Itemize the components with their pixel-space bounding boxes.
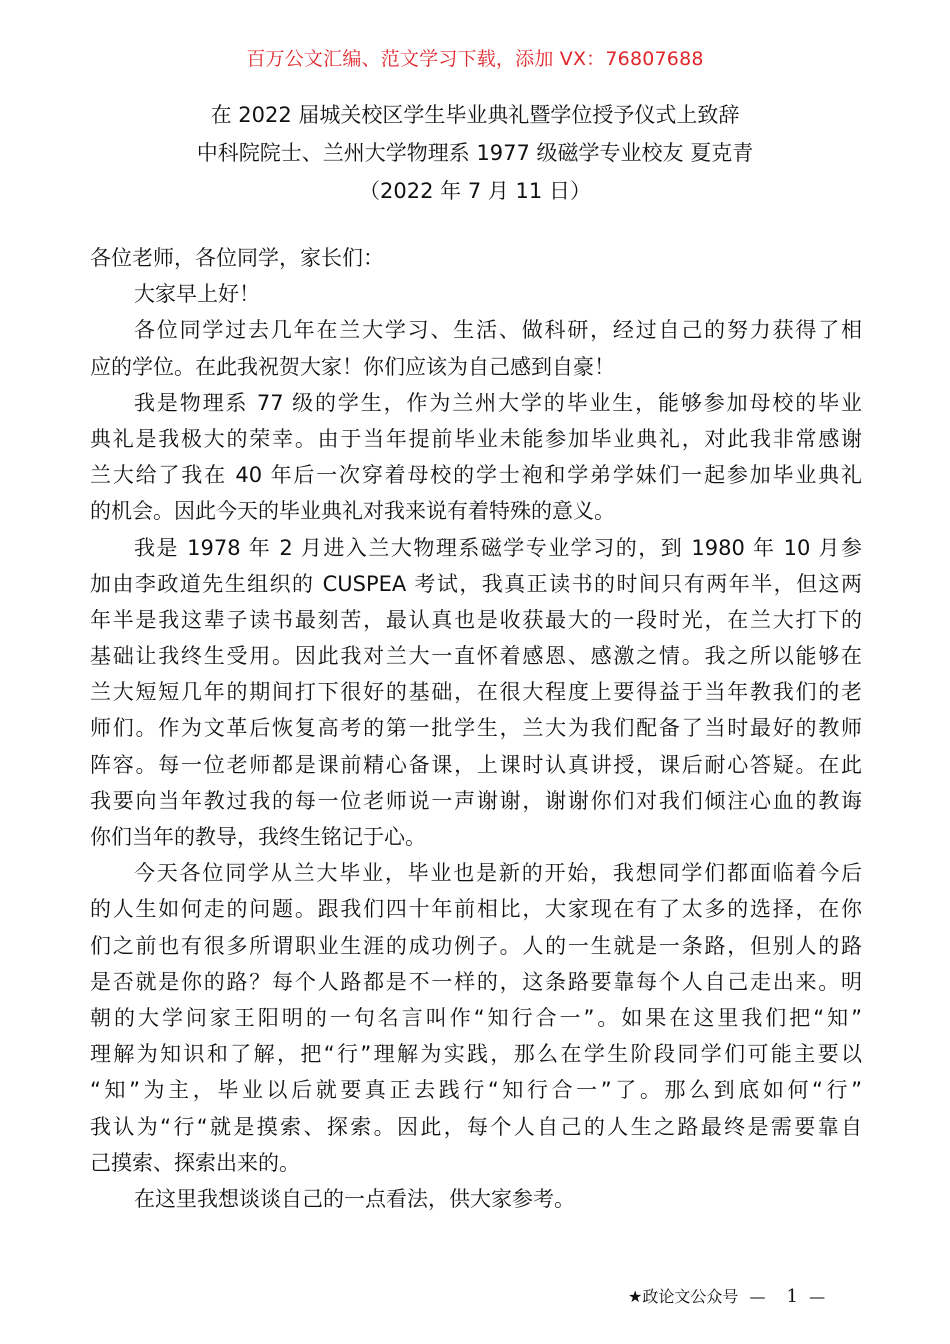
body-line: 我要向当年教过我的每一位老师说一声谢谢，谢谢你们对我们倾注心血的教诲 xyxy=(90,788,862,813)
body-line: 在这里我想谈谈自己的一点看法，供大家参考。 xyxy=(134,1186,575,1211)
body-line: 是否就是你的路？每个人路都是不一样的，这条路要靠每个人自己走出来。明 xyxy=(90,969,862,994)
speaker-byline: 中科院院士、兰州大学物理系 1977 级磁学专业校友 夏克青 xyxy=(196,141,754,165)
page-number: 1 xyxy=(786,1286,798,1307)
body-line: 典礼是我极大的荣幸。由于当年提前毕业未能参加毕业典礼，对此我非常感谢 xyxy=(90,426,862,451)
watermark-banner: 百万公文汇编、范文学习下载，添加 VX：76807688 xyxy=(246,48,704,70)
body-line: “知”为主，毕业以后就要真正去践行“知行合一”了。那么到底如何“行” xyxy=(90,1078,862,1103)
body-line: 基础让我终生受用。因此我对兰大一直怀着感恩、感激之情。我之所以能够在 xyxy=(90,644,862,669)
body-line: 年半是我这辈子读书最刻苦，最认真也是收获最大的一段时光，在兰大打下的 xyxy=(90,607,862,632)
body-line: 的机会。因此今天的毕业典礼对我来说有着特殊的意义。 xyxy=(90,499,615,524)
body-line: 的人生如何走的问题。跟我们四十年前相比，大家现在有了太多的选择，在你 xyxy=(90,897,862,922)
body-line: 今天各位同学从兰大毕业，毕业也是新的开始，我想同学们都面临着今后 xyxy=(134,861,862,886)
body-line: 我是物理系 77 级的学生，作为兰州大学的毕业生，能够参加母校的毕业 xyxy=(134,390,862,415)
page-footer xyxy=(628,1284,831,1307)
body-line: 们之前也有很多所谓职业生涯的成功例子。人的一生就是一条路，但别人的路 xyxy=(90,933,862,958)
body-line: 朝的大学问家王阳明的一句名言叫作“知行合一”。如果在这里我们把“知” xyxy=(90,1005,862,1030)
salutation: 各位老师，各位同学，家长们： xyxy=(90,246,384,270)
body-line: 己摸索、探索出来的。 xyxy=(90,1150,300,1175)
body-line: 兰大给了我在 40 年后一次穿着母校的学士袍和学弟学妹们一起参加毕业典礼 xyxy=(90,463,862,488)
body-line: 各位同学过去几年在兰大学习、生活、做科研，经过自己的努力获得了相 xyxy=(134,318,862,343)
body-line: 加由李政道先生组织的 CUSPEA 考试，我真正读书的时间只有两年半，但这两 xyxy=(90,571,862,596)
speech-date: （2022 年 7 月 11 日） xyxy=(359,179,591,203)
body-line: 应的学位。在此我祝贺大家！你们应该为自己感到自豪！ xyxy=(90,354,615,379)
speech-title: 在 2022 届城关校区学生毕业典礼暨学位授予仪式上致辞 xyxy=(210,103,740,127)
body-line: 师们。作为文革后恢复高考的第一批学生，兰大为我们配备了当时最好的教师 xyxy=(90,716,862,741)
body-line: 兰大短短几年的期间打下很好的基础，在很大程度上要得益于当年教我们的老 xyxy=(90,680,862,705)
body-line: 阵容。每一位老师都是课前精心备课，上课时认真讲授，课后耐心答疑。在此 xyxy=(90,752,862,777)
document-title-block xyxy=(0,96,950,210)
body-line: 你们当年的教导，我终生铭记于心。 xyxy=(90,825,426,849)
footer-dash-left: — xyxy=(749,1287,766,1306)
footer-source: ★政论文公众号 xyxy=(628,1287,739,1306)
body-line: 大家早上好！ xyxy=(134,282,260,307)
body-line: 我是 1978 年 2 月进入兰大物理系磁学专业学习的，到 1980 年 10 月参 xyxy=(134,535,862,560)
footer-dash-right: — xyxy=(809,1287,826,1306)
body-line: 我认为“行“就是摸索、探索。因此，每个人自己的人生之路最终是需要靠自 xyxy=(90,1114,862,1139)
speech-body xyxy=(90,240,862,1217)
body-line: 理解为知识和了解，把“行”理解为实践，那么在学生阶段同学们可能主要以 xyxy=(90,1042,862,1067)
